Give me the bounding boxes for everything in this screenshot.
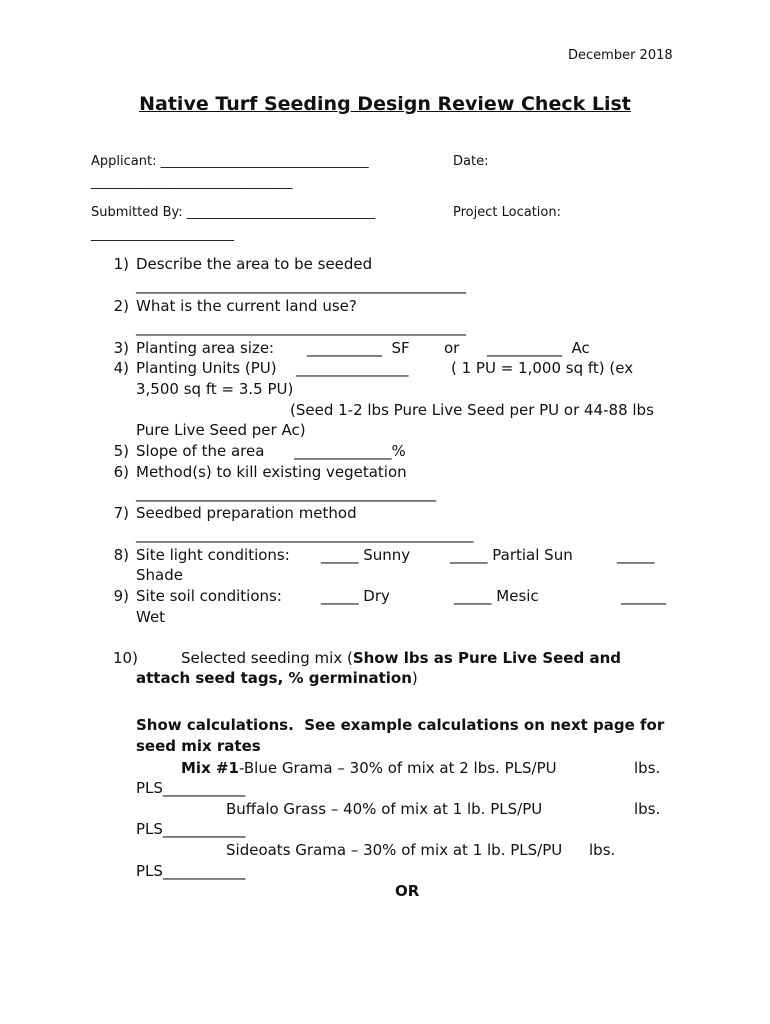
- light-shade: Shade: [136, 566, 183, 584]
- submitted-by-field: Submitted By: _____________________________: [91, 205, 376, 220]
- mix-label: Mix #1: [181, 759, 239, 777]
- mix-row-3-unit: lbs.: [589, 841, 616, 859]
- mix-row-1-pls: PLS___________: [136, 779, 246, 797]
- soil-wet: Wet: [136, 608, 166, 626]
- applicant-field: Applicant: ________________________________: [91, 154, 369, 169]
- mix-row-1-text: -Blue Grama – 30% of mix at 2 lbs. PLS/PU: [238, 759, 557, 777]
- item-number: 5): [113, 442, 129, 460]
- seeding-mix-label: [181, 648, 621, 668]
- planting-area-label: Planting area size:: [136, 339, 275, 357]
- planting-area-or: or: [444, 339, 460, 357]
- mix-row-1-unit: lbs.: [634, 759, 661, 777]
- item-number: 9): [113, 587, 129, 605]
- mix-row-2-text: Buffalo Grass – 40% of mix at 1 lb. PLS/PU: [226, 800, 543, 818]
- item-2-text: What is the current land use?: [136, 297, 357, 315]
- page-title: Native Turf Seeding Design Review Check List: [139, 93, 631, 115]
- planting-area-ac: __________ Ac: [487, 339, 590, 357]
- date-label: Date:: [453, 154, 489, 169]
- calc-heading: Show calculations. See example calculations on next page for: [136, 716, 665, 734]
- or-label: OR: [395, 882, 420, 900]
- item-number: 3): [113, 339, 129, 357]
- date-line: _______________________________: [91, 175, 293, 190]
- item-number: 10): [113, 649, 138, 667]
- planting-units-example: 3,500 sq ft = 3.5 PU): [136, 380, 294, 398]
- item-1-text: Describe the area to be seeded: [136, 255, 373, 273]
- light-conditions-label: Site light conditions:: [136, 546, 290, 564]
- item-number: 6): [113, 463, 129, 481]
- item-number: 4): [113, 359, 129, 377]
- slope-label: Slope of the area: [136, 442, 265, 460]
- planting-units-line: _______________: [296, 359, 409, 377]
- soil-mesic: _____ Mesic: [454, 587, 539, 605]
- mix-row-2-pls: PLS___________: [136, 820, 246, 838]
- seeding-mix-paren: ): [411, 669, 418, 687]
- soil-dry: _____ Dry: [321, 587, 390, 605]
- item-1-line: ____________________________________________: [136, 276, 466, 294]
- project-location-label: Project Location:: [453, 205, 561, 220]
- soil-wet-line: ______: [621, 587, 666, 605]
- kill-vegetation-label: Method(s) to kill existing vegetation: [136, 463, 407, 481]
- soil-conditions-label: Site soil conditions:: [136, 587, 282, 605]
- light-partial-sun: _____ Partial Sun: [450, 546, 573, 564]
- seeding-mix-text: Selected seeding mix (: [181, 649, 353, 667]
- item-number: 1): [113, 255, 129, 273]
- seeding-mix-cont: [136, 668, 418, 688]
- mix-row-1: [181, 758, 557, 778]
- header-date: December 2018: [568, 48, 673, 63]
- slope-line: _____________%: [294, 442, 406, 460]
- item-2-line: ____________________________________________: [136, 318, 466, 336]
- item-number: 7): [113, 504, 129, 522]
- calc-heading-cont: seed mix rates: [136, 737, 261, 755]
- mix-row-3-pls: PLS___________: [136, 862, 246, 880]
- item-number: 2): [113, 297, 129, 315]
- planting-units-label: Planting Units (PU): [136, 359, 277, 377]
- planting-units-note: ( 1 PU = 1,000 sq ft) (ex: [451, 359, 634, 377]
- seed-rate-note-cont: Pure Live Seed per Ac): [136, 421, 306, 439]
- seedbed-line: _____________________________________________: [136, 525, 474, 543]
- planting-area-sf: __________ SF: [307, 339, 410, 357]
- light-sunny: _____ Sunny: [321, 546, 411, 564]
- seeding-mix-bold-cont: attach seed tags, % germination: [136, 669, 412, 687]
- item-number: 8): [113, 546, 129, 564]
- seedbed-label: Seedbed preparation method: [136, 504, 357, 522]
- kill-vegetation-line: ________________________________________: [136, 484, 436, 502]
- mix-row-2-unit: lbs.: [634, 800, 661, 818]
- project-location-line: ______________________: [91, 227, 234, 242]
- seed-rate-note: (Seed 1-2 lbs Pure Live Seed per PU or 44-88 lbs: [290, 401, 654, 419]
- seeding-mix-bold: Show lbs as Pure Live Seed and: [352, 649, 621, 667]
- mix-row-3-text: Sideoats Grama – 30% of mix at 1 lb. PLS/PU: [226, 841, 563, 859]
- light-shade-line: _____: [617, 546, 655, 564]
